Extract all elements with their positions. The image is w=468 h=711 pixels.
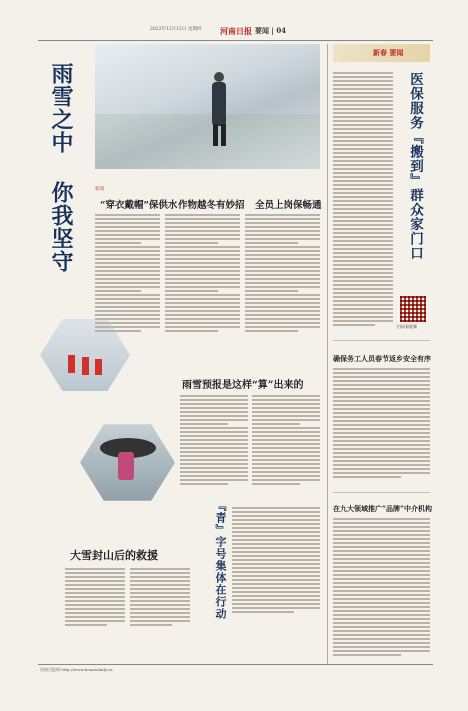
date-line: 2022年12月15日 星期四 (150, 27, 202, 32)
youth-vertical-title: 『青』字号集体在行动 (214, 500, 227, 620)
right-article-a-title: 确保务工人员春节返乡安全有序 (333, 354, 431, 363)
article2-body (165, 212, 240, 334)
article1-title: “穿衣戴帽”保供水 (100, 200, 178, 211)
edition-label: 要闻 | 04 (255, 26, 287, 35)
forecast-body-right (252, 393, 320, 487)
article3-body (245, 212, 320, 334)
right-article-b-title: 在九大领域推广“品牌”中介机构 (333, 504, 433, 513)
logo: 河南日报 (220, 26, 252, 36)
article2-title: 作物越冬有妙招 (178, 200, 245, 211)
right-article-body-top (333, 70, 393, 328)
right-banner (333, 44, 430, 62)
top-photo-field (95, 44, 320, 169)
farmer-figure (95, 44, 320, 169)
article3-title: 全员上岗保畅通 (255, 200, 322, 211)
right-article-b-body (333, 516, 430, 658)
article1-body (95, 212, 160, 334)
left-vertical-title: 雨雪之中 你我坚守 (48, 62, 74, 273)
right-article-a-body (333, 366, 430, 480)
footer-text: 河南日报网 http://www.henandaily.cn (40, 667, 113, 672)
qr-code[interactable] (400, 296, 426, 322)
forecast-section-title: 雨雪预报是这样“算”出来的 (182, 380, 304, 391)
paper-header (150, 26, 310, 40)
healthcare-vertical-title: 医保服务『搬到』群众家门口 (407, 72, 423, 261)
rescue-title: 大雪封山后的救援 (70, 549, 158, 562)
forecast-body-left (180, 393, 248, 487)
banner-text: 新春 要闻 (373, 48, 404, 57)
qr-caption: 扫码看视频 (397, 324, 417, 329)
rescue-body-1 (65, 566, 125, 628)
rescue-body-2 (130, 566, 190, 628)
umbrella-hex-photo (80, 420, 175, 505)
column-tag: 新闻 (95, 187, 104, 192)
youth-body (232, 505, 320, 615)
